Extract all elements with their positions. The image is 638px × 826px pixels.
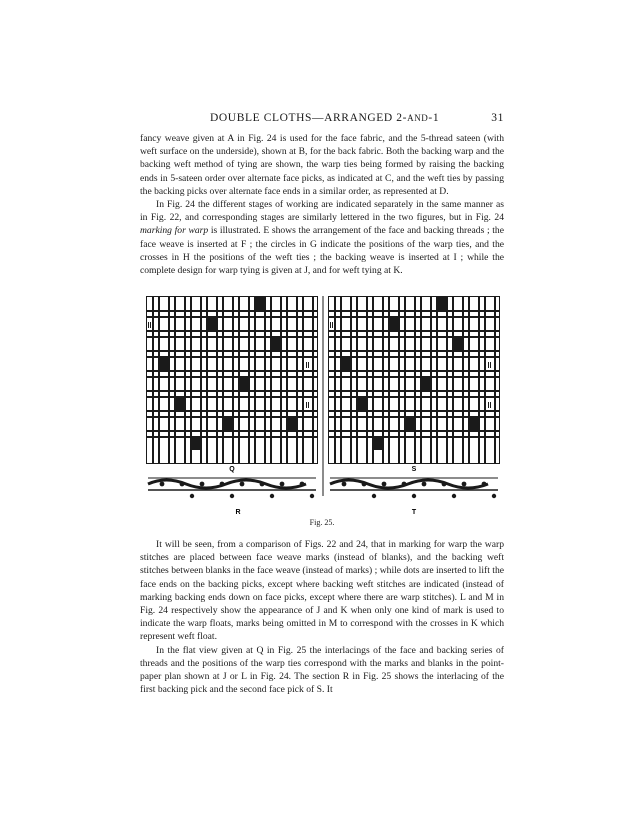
paragraph-2-part-1: In Fig. 24 the different stages of working are indicated separately in the same manner as in Fig. 22, and corresponding stages are similarly lettered in the two figures, but in Fig. 24 bbox=[140, 199, 504, 224]
running-head-title-small: AND bbox=[407, 113, 429, 123]
flat-view-panel-q bbox=[146, 296, 318, 464]
running-head bbox=[140, 112, 504, 128]
paragraph-2-part-2: is illustrated. E shows the arrangement of the face and backing threads ; the face weave is inserted at F ; the circles in G indicate the positions of the warp ties, and the crosses in H the positions of the weft ties ; the backing weave is inserted at I ; while the complete design for warp tying is given at J, and for weft tying at K. bbox=[140, 225, 504, 277]
paragraph-4: In the flat view given at Q in Fig. 25 the interlacings of the face and backing series of threads and the positions of the warp ties correspond with the marks and blanks in the point-paper plan shown at J or L in Fig. 24. The section R in Fig. 25 shows the interlacing of the first backing pick and the second face pick of S. It bbox=[140, 644, 504, 696]
page-number: 31 bbox=[491, 112, 504, 124]
paragraph-2 bbox=[140, 198, 504, 277]
label-r: R bbox=[235, 509, 241, 516]
figure-caption: Fig. 25. bbox=[309, 518, 335, 527]
body-text-bottom bbox=[140, 538, 504, 696]
label-t: T bbox=[411, 509, 417, 516]
fig-25-illustration bbox=[144, 296, 502, 516]
body-text-top bbox=[140, 132, 504, 277]
flat-view-panel-s bbox=[328, 296, 500, 464]
section-strip-t bbox=[330, 478, 498, 498]
paragraph-3: It will be seen, from a comparison of Figs. 22 and 24, that in marking for warp the warp stitches are placed between face weave marks (instead of blanks), and the backing weft stitches between blanks in the face weave (instead of marks) ; while dots are inserted to lift the face ends on the backing picks, except where backing weft stitches are indicated (instead of marking backing ends down on face picks, except where there are warp stitches). L and M in Fig. 24 respectively show the appearance of J and K when only one kind of mark is used to indicate the warp floats, marks being omitted in M to correspond with the crosses in K which represent weft float. bbox=[140, 539, 504, 643]
label-s: S bbox=[411, 466, 417, 473]
running-head-title-main: DOUBLE CLOTHS—ARRANGED 2- bbox=[210, 112, 408, 124]
paragraph-1: fancy weave given at A in Fig. 24 is used for the face fabric, and the 5-thread sateen (with weft surface on the underside), shown at B, for the back fabric. Both the backing warp and the backing weft method of tying are shown, the warp ties being formed by raising the backing ends in 5-sateen order over alternate face picks, as indicated at C, and the weft ties by passing the backing picks over alternate face ends in a similar order, as represented at D. bbox=[140, 133, 504, 197]
label-q: Q bbox=[229, 466, 235, 473]
section-strip-r bbox=[148, 478, 316, 498]
running-head-title-tail: -1 bbox=[428, 112, 440, 124]
running-head-title bbox=[210, 112, 439, 124]
paragraph-2-italic: marking for warp bbox=[140, 225, 209, 237]
